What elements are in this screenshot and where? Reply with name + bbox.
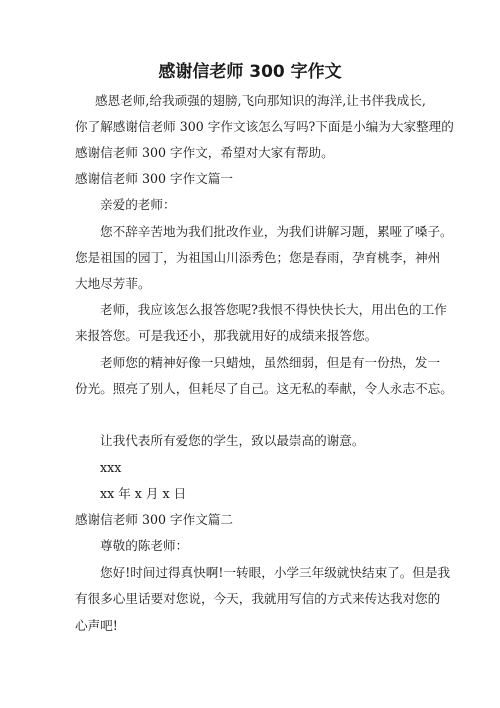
paragraph-line: 您是祖国的园丁，为祖国山川添秀色；您是春雨，孕育桃李，神州 bbox=[75, 250, 441, 265]
paragraph-line: 让我代表所有爱您的学生，致以最崇高的谢意。 bbox=[100, 433, 365, 448]
paragraph-line: 大地尽芳菲。 bbox=[75, 276, 151, 291]
paragraph-line: 心声吧! bbox=[75, 618, 118, 633]
salutation: 尊敬的陈老师： bbox=[100, 538, 189, 553]
paragraph-line: 有很多心里话要对您说，今天，我就用写信的方式来传达我对您的 bbox=[75, 591, 441, 606]
salutation: 亲爱的老师： bbox=[100, 197, 176, 212]
section-heading: 感谢信老师 300 字作文篇一 bbox=[75, 171, 233, 186]
paragraph-line: 您好!时间过得真快啊!一转眼，小学三年级就快结束了。但是我 bbox=[100, 565, 451, 580]
paragraph-line: 来报答您。可是我还小，那我就用好的成绩来报答您。 bbox=[75, 328, 378, 343]
paragraph-line: 份光。照亮了别人，但耗尽了自己。这无私的奉献，令人永志不忘。 bbox=[75, 381, 453, 396]
signature: xxx bbox=[100, 460, 122, 475]
paragraph-line: 老师您的精神好像一只蜡烛，虽然细弱，但是有一份热，发一 bbox=[100, 355, 441, 370]
section-heading: 感谢信老师 300 字作文篇二 bbox=[75, 512, 233, 527]
paragraph-line: 感谢信老师 300 字作文，希望对大家有帮助。 bbox=[75, 145, 334, 160]
paragraph-line: 老师，我应该怎么报答您呢?我恨不得快快长大，用出色的工作 bbox=[100, 302, 447, 317]
paragraph-line: 您不辞辛苦地为我们批改作业，为我们讲解习题，累哑了嗓子。 bbox=[100, 224, 453, 239]
paragraph-line: 你了解感谢信老师 300 字作文该怎么写吗?下面是小编为大家整理的 bbox=[75, 119, 454, 134]
paragraph-line: 感恩老师,给我顽强的翅膀,飞向那知识的海洋,让书伴我成长, bbox=[95, 93, 426, 108]
page-title: 感谢信老师 300 字作文 bbox=[158, 62, 342, 82]
date-line: xx 年 x 月 x 日 bbox=[100, 486, 187, 501]
